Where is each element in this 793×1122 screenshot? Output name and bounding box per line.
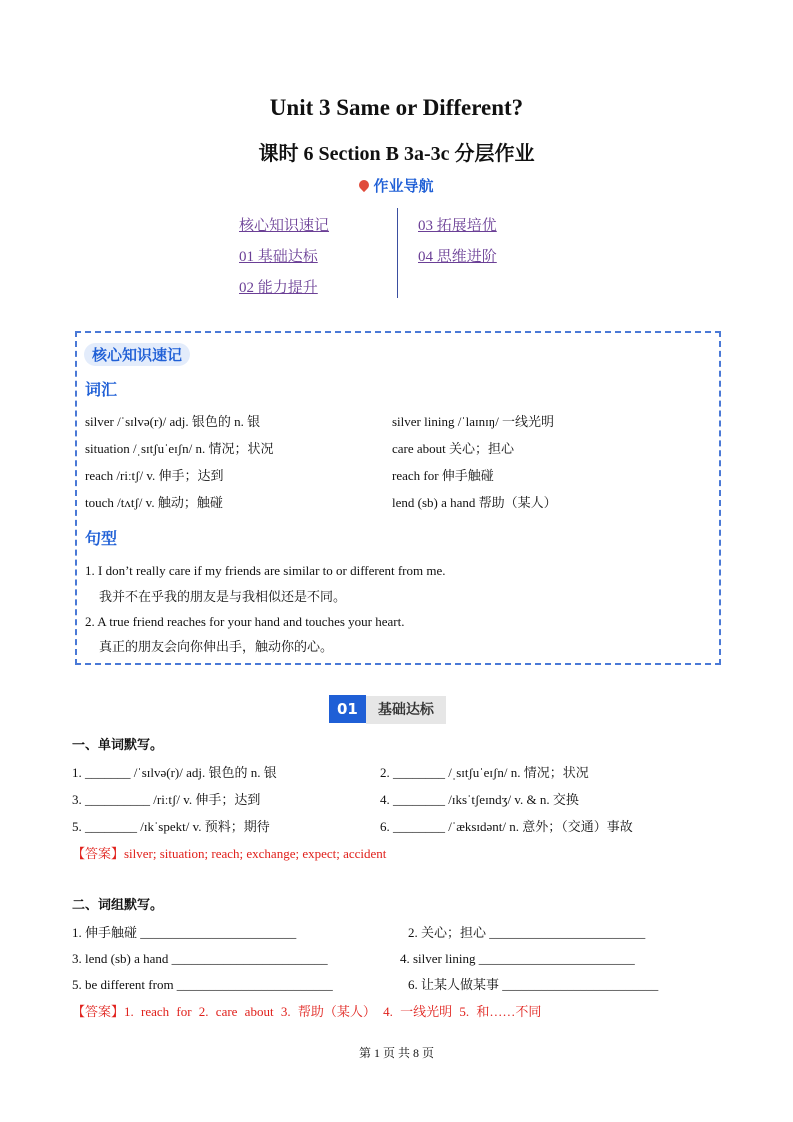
q1-item-4: 4. ________ /ɪksˈtʃeɪndʒ/ v. & n. 交换 bbox=[380, 792, 579, 807]
vocab-right-3: reach for 伸手触碰 bbox=[392, 468, 494, 483]
q2-item-2: 2. 关心；担心 ________________________ bbox=[408, 925, 646, 940]
nav-divider bbox=[397, 208, 398, 298]
vocab-left-4: touch /tʌtʃ/ v. 触动；触碰 bbox=[85, 495, 223, 510]
nav-link-03[interactable]: 03 拓展培优 bbox=[418, 218, 497, 234]
doc-subtitle: 课时 6 Section B 3a-3c 分层作业 bbox=[258, 143, 535, 165]
sentence-2-en: 2. A true friend reaches for your hand and touches your heart. bbox=[85, 614, 405, 629]
vocab-left-3: reach /riːtʃ/ v. 伸手；达到 bbox=[85, 468, 224, 483]
vocab-right-4: lend (sb) a hand 帮助（某人） bbox=[392, 495, 557, 510]
sentence-1-en: 1. I don’t really care if my friends are similar to or different from me. bbox=[85, 563, 446, 578]
q2-item-6: 6. 让某人做某事 ________________________ bbox=[408, 977, 659, 992]
q1-answer: 【答案】silver; situation; reach; exchange; expect; accident bbox=[72, 846, 387, 861]
q1-item-3: 3. __________ /riːtʃ/ v. 伸手；达到 bbox=[72, 792, 261, 807]
q1-item-5: 5. ________ /ɪkˈspekt/ v. 预料；期待 bbox=[72, 819, 270, 834]
q1-heading: 一、单词默写。 bbox=[72, 738, 164, 753]
q2-item-3: 3. lend (sb) a hand ________________________ bbox=[72, 951, 328, 966]
nav-heading bbox=[0, 175, 793, 196]
q2-answer: 【答案】1. reach for 2. care about 3. 帮助（某人） 4. 一线光明 5. 和……不同 bbox=[72, 1004, 542, 1019]
vocab-right-2: care about 关心；担心 bbox=[392, 441, 515, 456]
q2-item-4: 4. silver lining ________________________ bbox=[400, 951, 635, 966]
q1-item-2: 2. ________ /ˌsɪtʃuˈeɪʃn/ n. 情况；状况 bbox=[380, 765, 589, 780]
sentence-2-zh: 真正的朋友会向你伸出手，触动你的心。 bbox=[99, 639, 334, 654]
section-01-number: 01 bbox=[329, 695, 366, 723]
q2-item-5: 5. be different from ________________________ bbox=[72, 977, 333, 992]
nav-link-core[interactable]: 核心知识速记 bbox=[239, 218, 330, 234]
nav-link-02[interactable]: 02 能力提升 bbox=[239, 280, 318, 296]
location-pin-icon bbox=[357, 178, 371, 192]
vocab-left-1: silver /ˈsɪlvə(r)/ adj. 银色的 n. 银 bbox=[85, 414, 261, 429]
q1-item-1: 1. _______ /ˈsɪlvə(r)/ adj. 银色的 n. 银 bbox=[72, 765, 277, 780]
page-footer: 第 1 页 共 8 页 bbox=[358, 1046, 434, 1060]
q1-item-6: 6. ________ /ˈæksɪdənt/ n. 意外；（交通）事故 bbox=[380, 819, 633, 834]
section-01-label: 基础达标 bbox=[366, 696, 446, 724]
sentence-1-zh: 我并不在乎我的朋友是与我相似还是不同。 bbox=[99, 589, 347, 604]
core-heading: 核心知识速记 bbox=[84, 343, 190, 366]
nav-heading-label: 作业导航 bbox=[373, 177, 434, 195]
nav-link-04[interactable]: 04 思维进阶 bbox=[418, 249, 497, 265]
vocab-heading: 词汇 bbox=[85, 380, 118, 399]
doc-title: Unit 3 Same or Different? bbox=[269, 95, 524, 120]
sentence-heading: 句型 bbox=[85, 529, 118, 548]
vocab-right-1: silver lining /ˈlaɪnɪŋ/ 一线光明 bbox=[392, 414, 555, 429]
vocab-left-2: situation /ˌsɪtʃuˈeɪʃn/ n. 情况；状况 bbox=[85, 441, 274, 456]
q2-item-1: 1. 伸手触碰 ________________________ bbox=[72, 925, 297, 940]
section-01-badge bbox=[329, 695, 446, 723]
nav-link-01[interactable]: 01 基础达标 bbox=[239, 249, 318, 265]
q2-heading: 二、词组默写。 bbox=[72, 898, 164, 913]
